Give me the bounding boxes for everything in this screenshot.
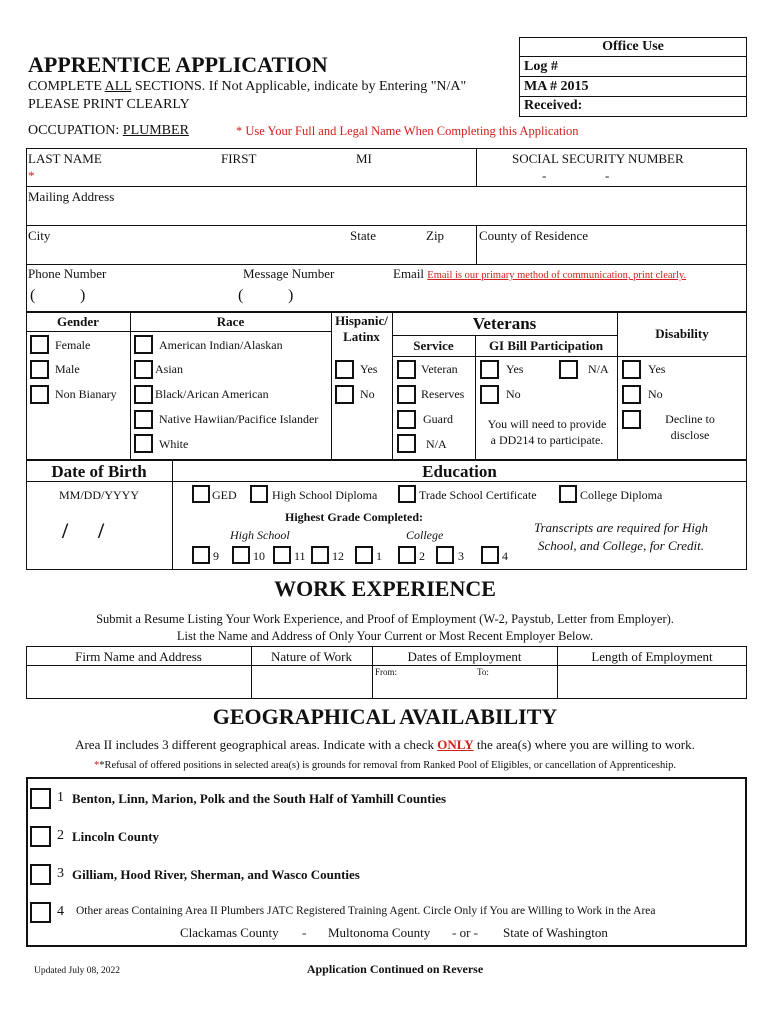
highest-grade-label: Highest Grade Completed: <box>285 510 423 524</box>
work-to-field[interactable] <box>477 678 555 697</box>
work-to-label: To: <box>477 667 489 677</box>
county-sep-2: - or - <box>452 925 478 940</box>
edu-college-diploma-label: College Diploma <box>580 488 663 502</box>
hispanic-header-line1: Hispanic/ <box>335 313 388 328</box>
area-1-checkbox[interactable] <box>30 788 51 809</box>
geo-refusal-star: * <box>93 760 100 771</box>
gender-male-label: Male <box>55 362 80 376</box>
geo-intro <box>0 737 770 753</box>
grade-12-label: 12 <box>332 549 344 563</box>
service-header: Service <box>413 338 454 353</box>
office-log: Log # <box>520 57 746 77</box>
college-3-checkbox[interactable] <box>436 546 454 564</box>
email-label <box>393 266 686 282</box>
service-veteran-checkbox[interactable] <box>397 360 416 379</box>
hispanic-header-line2: Latinx <box>343 329 380 344</box>
email-label-text: Email <box>393 266 425 281</box>
edu-ged-label: GED <box>212 488 237 502</box>
occupation-value: PLUMBER <box>122 123 189 138</box>
disability-no-checkbox[interactable] <box>622 385 641 404</box>
office-use-box <box>519 37 747 117</box>
email-note: Email is our primary method of communication, print clearly. <box>427 270 687 281</box>
disability-decline-label <box>652 411 728 443</box>
service-guard-checkbox[interactable] <box>397 410 416 429</box>
college-1-checkbox[interactable] <box>355 546 373 564</box>
first-name-label: FIRST <box>221 151 257 166</box>
gender-male-checkbox[interactable] <box>30 360 49 379</box>
county-sep-1: - <box>302 925 307 940</box>
hispanic-no-checkbox[interactable] <box>335 385 354 404</box>
education-header: Education <box>422 462 497 481</box>
office-ma: MA # 2015 <box>520 77 746 97</box>
work-from-field[interactable] <box>375 678 470 697</box>
continued-note: Application Continued on Reverse <box>306 962 484 976</box>
county-clackamas[interactable]: Clackamas County <box>180 925 279 940</box>
college-label: College <box>406 528 444 542</box>
print-clearly: PLEASE PRINT CLEARLY <box>28 97 190 112</box>
dob-format: MM/DD/YYYY <box>58 488 139 502</box>
last-name-field[interactable] <box>40 168 470 184</box>
work-col-dates: Dates of Employment <box>407 649 522 664</box>
message-paren-close: ) <box>288 287 294 304</box>
work-firm-field[interactable] <box>28 667 249 697</box>
gi-na-label: N/A <box>588 362 609 376</box>
geo-intro-prefix: Area II includes 3 different geographical areas. Indicate with a check <box>75 737 438 752</box>
race-black-checkbox[interactable] <box>134 385 153 404</box>
high-school-label: High School <box>230 528 290 542</box>
instruction-prefix: COMPLETE <box>28 79 105 94</box>
work-length-field[interactable] <box>559 667 745 697</box>
gender-nonbinary-label: Non Bianary <box>55 387 117 401</box>
transcripts-note <box>518 519 724 555</box>
hispanic-yes-checkbox[interactable] <box>335 360 354 379</box>
service-na-checkbox[interactable] <box>397 434 416 453</box>
updated-date: Updated July 08, 2022 <box>34 966 121 976</box>
county-multnomah[interactable]: Multonoma County <box>328 925 431 940</box>
edu-hs-diploma-checkbox[interactable] <box>250 485 268 503</box>
grade-9-checkbox[interactable] <box>192 546 210 564</box>
state-label: State <box>350 228 376 243</box>
area-4-num: 4 <box>57 904 64 919</box>
disability-header: Disability <box>655 326 709 341</box>
grade-9-label: 9 <box>213 549 219 563</box>
work-line1: Submit a Resume Listing Your Work Experience, and Proof of Employment (W-2, Paystub, Letter from Employer). <box>96 612 674 626</box>
service-reserves-checkbox[interactable] <box>397 385 416 404</box>
race-native-american-label: American Indian/Alaskan <box>159 338 283 352</box>
gi-no-checkbox[interactable] <box>480 385 499 404</box>
race-black-label: Black/Arican American <box>155 387 269 401</box>
ssn-dash-1: - <box>542 168 547 183</box>
disability-no-label: No <box>648 387 663 401</box>
transcripts-line2: School, and College, for Credit. <box>538 538 704 553</box>
race-asian-label: Asian <box>155 362 183 376</box>
college-3-label: 3 <box>458 549 464 563</box>
work-line2: List the Name and Address of Only Your Current or Most Recent Employer Below. <box>176 629 594 643</box>
college-4-label: 4 <box>502 549 508 563</box>
race-header: Race <box>216 314 245 329</box>
area-2-text: Lincoln County <box>72 829 160 844</box>
grade-11-label: 11 <box>294 549 306 563</box>
ssn-label: SOCIAL SECURITY NUMBER <box>512 151 684 166</box>
work-col-firm: Firm Name and Address <box>75 649 202 664</box>
dob-slash-1: / <box>62 518 69 543</box>
hispanic-yes-label: Yes <box>360 362 378 376</box>
dd214-line1: You will need to provide <box>487 417 607 431</box>
ssn-dash-2: - <box>605 168 610 183</box>
gi-yes-label: Yes <box>506 362 524 376</box>
service-na-label: N/A <box>426 437 447 451</box>
race-white-checkbox[interactable] <box>134 434 153 453</box>
work-col-length: Length of Employment <box>591 649 713 664</box>
grade-10-label: 10 <box>253 549 265 563</box>
dd214-line2: a DD214 to participate. <box>490 433 604 447</box>
phone-label: Phone Number <box>28 266 107 281</box>
message-paren-open: ( <box>238 287 244 304</box>
geo-intro-only: ONLY <box>437 737 474 752</box>
instruction-suffix: SECTIONS. If Not Applicable, indicate by Entering "N/A" <box>131 79 467 94</box>
college-2-checkbox[interactable] <box>398 546 416 564</box>
occupation-label: OCCUPATION: <box>28 123 123 138</box>
area-3-text: Gilliam, Hood River, Sherman, and Wasco Counties <box>72 867 360 882</box>
instructions <box>28 79 466 95</box>
gender-female-label: Female <box>55 338 91 352</box>
edu-hs-diploma-label: High School Diploma <box>272 488 378 502</box>
county-label: County of Residence <box>479 228 589 243</box>
dob-field[interactable] <box>34 516 164 544</box>
area-3-num: 3 <box>57 866 64 881</box>
edu-college-diploma-checkbox[interactable] <box>559 485 577 503</box>
service-reserves-label: Reserves <box>421 387 465 401</box>
service-veteran-label: Veteran <box>421 362 458 376</box>
ssn-field[interactable] <box>480 168 742 184</box>
veterans-header: Veterans <box>472 314 537 333</box>
work-col-nature: Nature of Work <box>270 649 353 664</box>
college-4-checkbox[interactable] <box>481 546 499 564</box>
area-4-text: Other areas Containing Area II Plumbers JATC Registered Training Agent. Circle Only if You are Willing to Work in the Area <box>76 905 656 917</box>
college-2-label: 2 <box>419 549 425 563</box>
gender-female-checkbox[interactable] <box>30 335 49 354</box>
gender-header: Gender <box>57 314 99 329</box>
disability-decline-checkbox[interactable] <box>622 410 641 429</box>
required-mark: * <box>28 168 35 183</box>
last-name-label: LAST NAME <box>28 151 102 166</box>
race-pacific-islander-checkbox[interactable] <box>134 410 153 429</box>
area-2-num: 2 <box>57 828 64 843</box>
dd214-note <box>478 416 616 448</box>
legal-name-note: * Use Your Full and Legal Name When Completing this Application <box>236 124 579 138</box>
college-1-label: 1 <box>376 549 382 563</box>
transcripts-line1: Transcripts are required for High <box>533 520 709 535</box>
office-use-title: Office Use <box>520 38 746 57</box>
mailing-address-field[interactable] <box>28 205 742 223</box>
area-1-num: 1 <box>57 790 64 805</box>
disability-yes-label: Yes <box>648 362 666 376</box>
grade-11-checkbox[interactable] <box>273 546 291 564</box>
gi-no-label: No <box>506 387 521 401</box>
geo-intro-suffix: the area(s) where you are willing to work. <box>473 737 695 752</box>
instruction-all: ALL <box>104 79 132 94</box>
decline-line2: disclose <box>670 428 710 442</box>
hispanic-header <box>331 313 392 345</box>
area-1-text: Benton, Linn, Marion, Polk and the South Half of Yamhill Counties <box>72 791 447 806</box>
work-from-label: From: <box>375 667 398 677</box>
work-title: WORK EXPERIENCE <box>274 576 496 601</box>
grade-10-checkbox[interactable] <box>232 546 250 564</box>
work-nature-field[interactable] <box>253 667 370 697</box>
decline-line1: Decline to <box>665 412 715 426</box>
gi-header: GI Bill Participation <box>488 338 604 353</box>
race-native-american-checkbox[interactable] <box>134 335 153 354</box>
phone-paren-open: ( <box>30 287 36 304</box>
phone-field[interactable] <box>40 287 230 309</box>
message-field[interactable] <box>250 287 390 309</box>
gender-nonbinary-checkbox[interactable] <box>30 385 49 404</box>
gi-na-checkbox[interactable] <box>559 360 578 379</box>
disability-yes-checkbox[interactable] <box>622 360 641 379</box>
page-title: APPRENTICE APPLICATION <box>28 52 328 77</box>
mi-label: MI <box>356 151 372 166</box>
geo-refusal-text: *Refusal of offered positions in selected area(s) is grounds for removal from Ranked Pool of Eligibles, or cancellation of Apprenticeship. <box>99 760 677 771</box>
race-pacific-islander-label: Native Hawiian/Pacifice Islander <box>159 412 319 426</box>
geo-refusal <box>0 760 770 771</box>
county-washington[interactable]: State of Washington <box>503 925 608 940</box>
hispanic-no-label: No <box>360 387 375 401</box>
area-4-checkbox[interactable] <box>30 902 51 923</box>
edu-trade-cert-label: Trade School Certificate <box>419 488 537 502</box>
dob-header: Date of Birth <box>51 462 147 481</box>
city-field[interactable] <box>28 244 472 262</box>
message-label: Message Number <box>243 266 335 281</box>
mailing-address-label: Mailing Address <box>28 189 115 204</box>
edu-ged-checkbox[interactable] <box>192 485 210 503</box>
county-field[interactable] <box>480 244 742 262</box>
geo-title: GEOGRAPHICAL AVAILABILITY <box>212 704 558 729</box>
race-asian-checkbox[interactable] <box>134 360 153 379</box>
zip-label: Zip <box>426 228 445 243</box>
city-label: City <box>28 228 51 243</box>
occupation <box>28 123 189 139</box>
service-guard-label: Guard <box>423 412 453 426</box>
office-received: Received: <box>524 98 583 113</box>
area-2-checkbox[interactable] <box>30 826 51 847</box>
gi-yes-checkbox[interactable] <box>480 360 499 379</box>
race-white-label: White <box>159 437 189 451</box>
email-field[interactable] <box>395 287 743 309</box>
phone-paren-close: ) <box>80 287 86 304</box>
area-3-checkbox[interactable] <box>30 864 51 885</box>
edu-trade-cert-checkbox[interactable] <box>398 485 416 503</box>
dob-slash-2: / <box>98 518 105 543</box>
grade-12-checkbox[interactable] <box>311 546 329 564</box>
